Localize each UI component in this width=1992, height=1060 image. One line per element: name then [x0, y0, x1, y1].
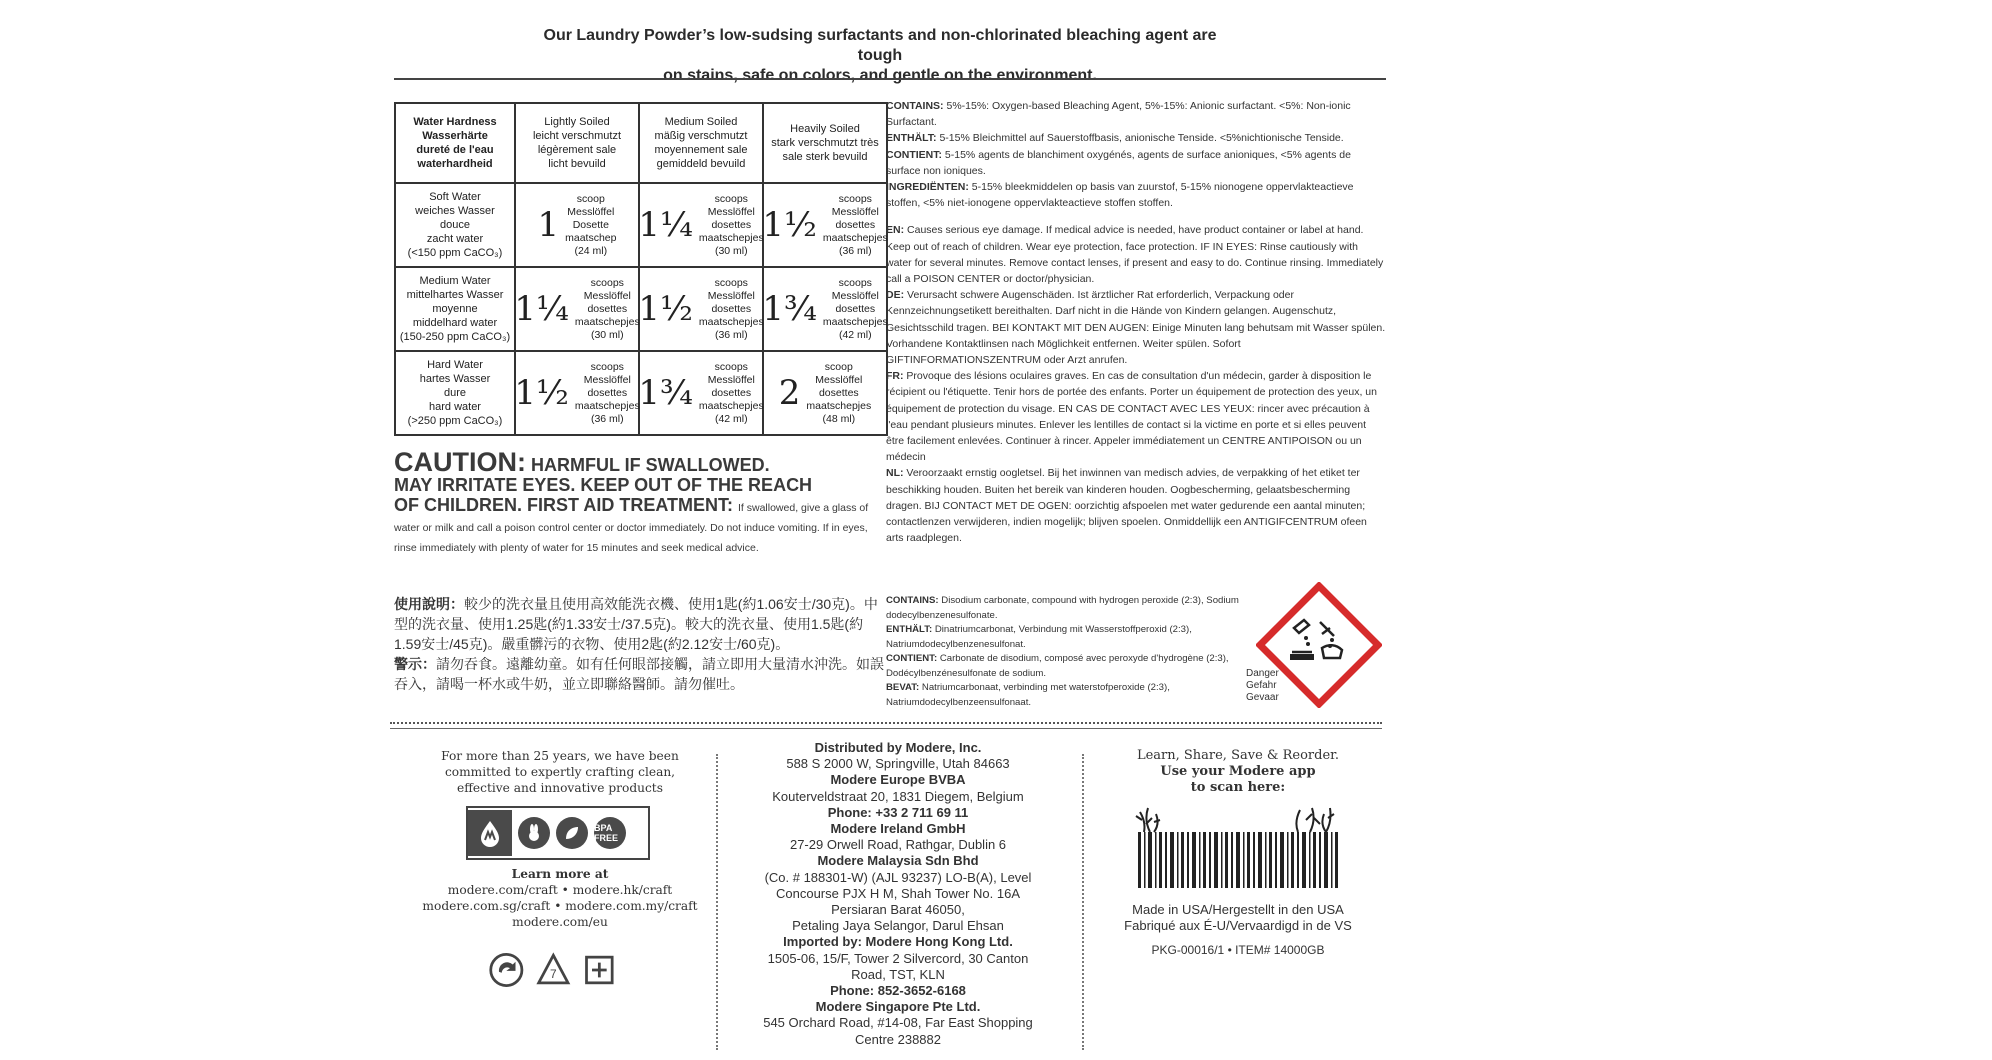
distributor-addresses: Distributed by Modere, Inc. 588 S 2000 W, Springville, Utah 84663 Modere Europe BVBA Kouterveldstraat 20, 1831 Diegem, Belgium Phone: +33 2 711 69 11 Modere Ireland GmbH 27-29 Orwell Road, Rathgar, Dublin 6 Modere Malaysia Sdn Bhd (Co. # 188301-W) (AJL 93237) LO-B(A), Level Concourse PJX H M, Shah Tower No. 16A Persiaran Barat 46050, Petaling Jaya Selangor, Darul Ehsan Imported by: Modere Hong Kong Ltd. 1505-06, 15/F, Tower 2 Silvercord, 30 Canton Road, TST, KLN Phone: 852-3652-6168 Modere Singapore Pte Ltd. 545 Orchard Road, #14-08, Far East Shopping Centre 238882 [763, 740, 1033, 1047]
mission-statement: For more than 25 years, we have been committed to expertly crafting clean, effective and innovative products [441, 749, 679, 795]
warnings-block: EN: Causes serious eye damage. If medical advice is needed, have product container or label at hand. Keep out of reach of children. Wear eye protection, face protection. IF IN EYES: Rinse cautiously with water for several minutes. Remove contact lenses, if present and easy to do. Continue rinsing. Immediately call a POISON CENTER or doctor/physician. DE: Verursacht schwere Augenschäden. Ist ärztlicher Rat erforderlich, Verpackung oder Kennzeichnungsetikett bereithalten. Darf nicht in die Hände von Kindern gelangen. Augenschutz, Gesichtsschild tragen. BEI KONTAKT MIT DEN AUGEN: Einige Minuten lang behutsam mit Wasser spülen. Vorhandene Kontaktlinsen nach Möglichkeit entfernen. Weiter spülen. Sofort GIFTINFORMATIONSZENTRUM oder Arzt anrufen. FR: Provoque des lésions oculaires graves. En cas de consultation d'un médecin, garder à disposition le récipient ou l'étiquette. Tenir hors de portée des enfants. Porter un équipement de protection des yeux, un équipement de protection du visage. EN CAS DE CONTACT AVEC LES YEUX: rincer avec précaution à l'eau pendant plusieurs minutes. Enlever les lentilles de contact si la victime en porte et si elles peuvent être facilement enlevées. Continuer à rincer. Appeler immédiatement un CENTRE ANTIPOISON ou un médecin NL: Veroorzaakt ernstig oogletsel. Bij het inwinnen van medisch advies, de verpakking of het etiket ter beschikking houden. Buiten het bereik van kinderen houden. Oogbescherming, gelaatsbescherming dragen. BIJ CONTACT MET DE OGEN: oorzichtig afspoelen met water gedurende een aantal minuten; contactlenzen verwijderen, indien mogelijk; blijven spoelen. Onmiddellijk een ANTIGIFCENTRUM ofeen arts raadplegen. [886, 224, 1386, 545]
modere-logo-icon [468, 810, 512, 856]
dose-cell [763, 351, 887, 435]
bpa-free-icon: BPA FREE [594, 817, 626, 849]
dose-cell [763, 183, 887, 267]
dose-cell [639, 267, 763, 351]
app-line-2: Use your Modere app [1160, 764, 1316, 779]
dose-cell [639, 351, 763, 435]
caution-word: CAUTION: [394, 447, 526, 477]
learn-more [420, 866, 700, 930]
app-scan-section [1098, 748, 1378, 958]
row-label-soft-water: Soft Water weiches Wasser douce zacht water (<150 ppm CaCO₃) [395, 183, 515, 267]
app-line-3: to scan here: [1190, 780, 1286, 795]
dose-cell [763, 267, 887, 351]
dose-amount: 1½ [514, 373, 569, 413]
caution-head-3: OF CHILDREN. FIRST AID TREATMENT: [394, 495, 733, 515]
header-lightly-soiled: Lightly Soiled leicht verschmutzt légèrement sale licht bevuild [515, 103, 639, 183]
dosage-table [394, 102, 888, 436]
dose-amount: 1¾ [762, 289, 817, 329]
table-row [395, 267, 887, 351]
cruelty-free-bunny-icon [518, 817, 550, 849]
dose-unit: scoops Messlöffel dosettes maatschepjes (36 ml) [698, 276, 764, 341]
caution-head-1: HARMFUL IF SWALLOWED. [531, 455, 770, 475]
dose-unit: scoops Messlöffel dosettes maatschepjes (36 ml) [822, 192, 888, 257]
made-in-line-2: Fabriqué aux É-U/Vervaardigd in de VS [1124, 918, 1352, 933]
learn-more-label: Learn more at [511, 867, 609, 881]
row-label-medium-water: Medium Water mittelhartes Wasser moyenne middelhard water (150-250 ppm CaCO₃) [395, 267, 515, 351]
header-water-hardness: Water Hardness Wasserhärte dureté de l'eau waterhardheid [395, 103, 515, 183]
row-label-hard-water: Hard Water hartes Wasser dure hard water (>250 ppm CaCO₃) [395, 351, 515, 435]
caution-body: If swallowed, give a glass of water or milk and call a poison control center or doctor immediately. Do not induce vomiting. If in eyes, rinse immediately with plenty of water for 15 minutes and seek medical advice. [394, 502, 869, 554]
certification-badges [466, 806, 650, 860]
dotted-divider [390, 722, 1382, 724]
learn-more-link[interactable]: modere.com/craft • modere.hk/craft [447, 883, 673, 897]
recyclable-box-icon [581, 950, 618, 990]
header-medium-soiled: Medium Soiled mäßig verschmutzt moyennement sale gemiddeld bevuild [639, 103, 763, 183]
dose-cell [639, 183, 763, 267]
dose-unit: scoops Messlöffel dosettes maatschepjes (30 ml) [574, 276, 640, 341]
footer-divider-right [1082, 754, 1084, 1050]
table-row [395, 183, 887, 267]
recycle-triangle-icon [535, 950, 572, 990]
dose-amount: 1 [537, 205, 560, 245]
ghs-signal-words: Danger Gefahr Gevaar [1246, 668, 1279, 703]
caution-head-2: MAY IRRITATE EYES. KEEP OUT OF THE REACH [394, 475, 813, 495]
bottom-divider [390, 728, 1382, 729]
app-line-1: Learn, Share, Save & Reorder. [1136, 748, 1340, 763]
dose-amount: 1¼ [638, 205, 693, 245]
recycling-icons [488, 950, 618, 992]
chinese-instructions: 使用說明：較少的洗衣量且使用高效能洗衣機、使用1匙(約1.06安士/30克)。中型的洗衣量、使用1.25匙(約1.33安士/37.5克)。較大的洗衣量、使用1.5匙(約1.59安士/45克)。嚴重髒污的衣物、使用2匙(約2.12安士/60克)。 警示：請勿吞食。遠離幼童。如有任何眼部接觸，請立即用大量清水沖洗。如誤吞入，請喝一杯水或牛奶，並立即聯絡醫師。請勿催吐。 [394, 596, 884, 692]
dose-unit: scoops Messlöffel dosettes maatschepjes (36 ml) [574, 360, 640, 425]
dose-amount: 2 [778, 373, 801, 413]
dose-unit: scoop Messlöffel Dosette maatschep (24 ml) [565, 192, 617, 257]
vegan-leaf-icon [556, 817, 588, 849]
intro-line-1: Our Laundry Powder’s low-sudsing surfactants and non-chlorinated bleaching agent are tough [543, 27, 1217, 64]
barcode-scan-icon[interactable] [1130, 802, 1346, 892]
intro-line-2: on stains, safe on colors, and gentle on the environment. [663, 67, 1097, 84]
caution-block [394, 447, 886, 555]
table-row [395, 351, 887, 435]
ingredients-warnings-column [886, 98, 1386, 546]
dose-cell [515, 267, 639, 351]
dosage-header-row [395, 103, 887, 183]
dose-amount: 1½ [762, 205, 817, 245]
dose-amount: 1¾ [638, 373, 693, 413]
dose-unit: scoop Messlöffel dosettes maatschepjes (48 ml) [806, 360, 872, 425]
recycle-circle-icon [488, 950, 525, 990]
intro-text [520, 26, 1240, 86]
dose-cell [515, 183, 639, 267]
dose-cell [515, 351, 639, 435]
learn-more-link[interactable]: modere.com.sg/craft • modere.com.my/craft [422, 899, 698, 913]
learn-more-link[interactable]: modere.com/eu [512, 915, 608, 929]
dose-amount: 1¼ [514, 289, 569, 329]
dose-amount: 1½ [638, 289, 693, 329]
dose-unit: scoops Messlöffel dosettes maatschepjes (30 ml) [698, 192, 764, 257]
item-number: PKG-00016/1 • ITEM# 14000GB [1151, 943, 1325, 957]
header-heavily-soiled: Heavily Soiled stark verschmutzt très sale sterk bevuild [763, 103, 887, 183]
footer-divider-left [716, 754, 718, 1050]
dose-unit: scoops Messlöffel dosettes maatschepjes (42 ml) [698, 360, 764, 425]
dose-unit: scoops Messlöffel dosettes maatschepjes (42 ml) [822, 276, 888, 341]
made-in-line-1: Made in USA/Hergestellt in den USA [1132, 902, 1344, 917]
contains-block: CONTAINS: 5%-15%: Oxygen-based Bleaching Agent, 5%-15%: Anionic surfactant. <5%: Non-ionic Surfactant. ENTHÄLT: 5-15% Bleichmittel auf Sauerstoffbasis, anionische Tenside. <5%nichtionische Tenside. CONTIENT: 5-15% agents de blanchiment oxygénés, agents de surface anioniques, <5% agents de surface non ioniques. INGREDIËNTEN: 5-15% bleekmiddelen op basis van zuurstof, 5-15% nionogene oppervlakteactieve stoffen, <5% niet-ionogene oppervlakteactieve stoffen stoffen. [886, 100, 1354, 210]
svg-text:7: 7 [549, 967, 557, 982]
hazard-ingredients: CONTAINS: Disodium carbonate, compound with hydrogen peroxide (2:3), Sodium dodecylbenzenesulfonate. ENTHÄLT: Dinatriumcarbonat, Verbindung mit Wasserstoffperoxid (2:3), Natriumdodecylbenzenesulfonat. CONTIENT: Carbonate de disodium, composé avec peroxyde d'hydrogène (2:3), Dodécylbenzénesulfonate de sodium. BEVAT: Natriumcarbonaat, verbinding met waterstofperoxide (2:3), Natriumdodecylbenzeensulfonaat. [886, 595, 1239, 708]
top-divider [394, 78, 1386, 80]
